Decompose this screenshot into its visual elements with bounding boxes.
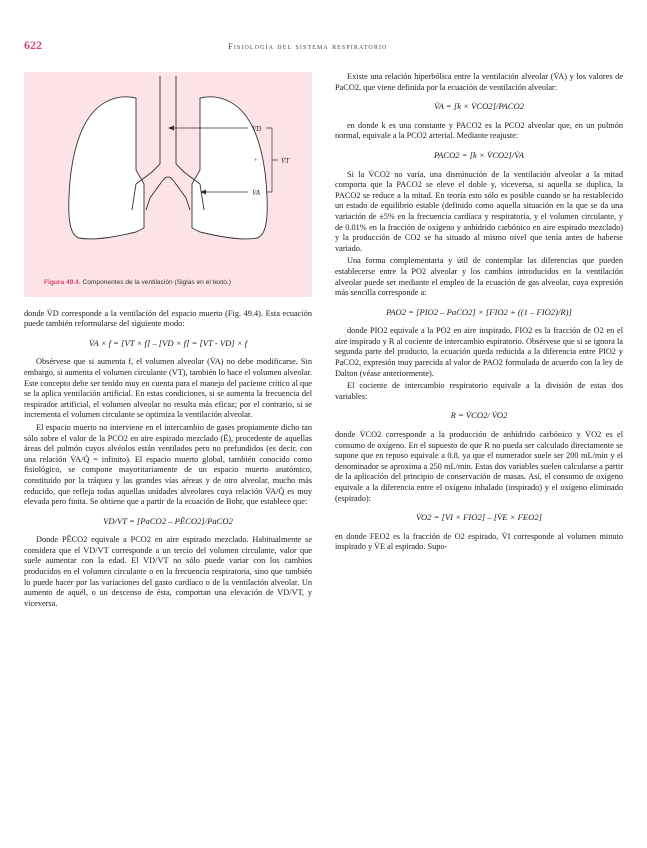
equation: V̇A = [k × V̇CO2]/PACO2 <box>434 101 524 112</box>
paragraph: donde V̇CO2 corresponde a la producción de anhídrido carbónico y V̇O2 es el consumo de oxígeno. En el supuesto de que R no pueda ser calculado directamente se supone que en reposo equivale a 0.8, ya que el numerador suele ser 200 mL/min y el denominador se aproxima a 250 mL/min. Estas dos variables suelen calcularse a partir de la aplicación del principio de conservación de masas. Así, el consumo de oxígeno equivale a la diferencia entre el oxígeno inhalado (inspirado) y el oxígeno eliminado (espirado): <box>335 430 623 503</box>
lung-ventilation-diagram <box>24 72 312 274</box>
equation: R = V̇CO2/ V̇O2 <box>450 410 508 421</box>
label-vt: V̇T <box>281 157 290 165</box>
left-body-text <box>24 309 312 610</box>
figure-caption <box>24 274 312 297</box>
paragraph: El cociente de intercambio respiratorio equivale a la división de estas dos variables: <box>335 381 623 401</box>
paragraph: El espacio muerto no interviene en el intercambio de gases propiamente dicho tan sólo sobre el valor de la PCO2 en aire espirado mezclado (Ē), procedente de aquellas áreas del pulmón cuyos alvéolos están ventilados pero no prefundidos (es decir, con una relación V̇A/Q̇ = infinito). El espacio muerto global, también conocido como fisiológico, se compone mayoritariamente de un espacio muerto anatómico, constituido por la tráquea y las grandes vías aéreas y de otro alveolar, mucho más reducido, que refleja todas aquellas unidades alveolares cuya relación V̇A/Q̇ es muy elevada pero finita. Se obtiene que a partir de la ecuación de Bohr, que establece que: <box>24 422 312 507</box>
page-number: 622 <box>24 38 42 52</box>
bracket <box>266 128 278 192</box>
equation: PACO2 = [k × V̇CO2]/V̇A <box>433 149 525 160</box>
caption-text: Componentes de la ventilación (Siglas en el texto.) <box>82 279 231 286</box>
paragraph: Una forma complementaria y útil de contemplar las diferencias que pueden establecerse entre la PO2 alveolar y los cambios introducidos en la ventilación alveolar puede ser mediante el empleo de la ecuación de gas alveolar, cuya expresión más sencilla corresponde a: <box>335 256 623 298</box>
label-plus: + <box>254 158 258 164</box>
label-vd: V̇D <box>252 125 262 133</box>
left-lung-icon <box>69 97 144 239</box>
paragraph: donde V̇D corresponde a la ventilación del espacio muerto (Fig. 49.4). Esta ecuación puede también reformularse del siguiente modo: <box>24 308 312 329</box>
figure-lung-diagram <box>24 72 312 274</box>
paragraph: Existe una relación hiperbólica entre la ventilación alveolar (V̇A) y los valores de PaCO2, que viene definida por la ecuación de ventilación alveolar: <box>335 72 623 92</box>
paragraph: Donde PĒCO2 equivale a PCO2 en aire espirado mezclado. Habitualmente se considera que el VD/VT corresponde a un tercio del volumen circulante, valor que suele aumentar con la edad. El VD/VT no sólo puede variar con los cambios producidos en el volumen circulante o en la frecuencia respiratoria, sino que también lo puede hacer por las variaciones del gasto cardíaco o de la ventilación alveolar. Un aumento de aquél, o un descenso de ésta, comportan una elevación de VD/VT, y viceversa. <box>24 535 312 608</box>
equation: VD/VT = [PaCO2 – PĒCO2]/PaCO2 <box>103 515 233 526</box>
paragraph: donde PIO2 equivale a la PO2 en aire inspirado, FIO2 es la fracción de O2 en el aire inspirado y R al cociente de intercambio espiratorio. Obsérvese que si se ignora la segunda parte del producto, la ecuación queda reducida a la diferencia entre PIO2 y PaCO2, expresión muy parecida al valor de PAO2 formulada de acuerdo con la ley de Dalton (véase anteriormente). <box>335 326 623 378</box>
paragraph: Si la V̇CO2 no varía, una disminución de la ventilación alveolar a la mitad comporta que la PACO2 se eleve el doble y, viceversa, si aquella se duplica, la PACO2 se reduce a la mitad. En teoría esto sólo es posible cuando se ha restablecido un estado de equilibrio estable (definido como aquella situación en la que se da una variación de ±5% en la frecuencia cardíaca y respiratoria, y el volumen circulante, y de 0.01% en la fracción de oxígeno y anhídrido carbónico en aire espirado mezclado) y la producción de CO2 se ha situado al mismo nivel que tenía antes de haberse variado. <box>335 169 623 253</box>
paragraph: en donde FEO2 es la fracción de O2 espirado, V̇I corresponde al volumen minuto inspirado y V̇E al espirado. Supo- <box>335 531 623 552</box>
equation: PAO2 = [PIO2 – PaCO2] × [FIO2 + ((1 – FIO2)/R)] <box>386 306 572 317</box>
label-va: V̇A <box>252 189 261 197</box>
paragraph: en donde k es una constante y PACO2 es la PCO2 alveolar que, en un pulmón normal, equivale a la PCO2 arterial. Mediante reajuste: <box>335 120 623 141</box>
right-column <box>335 72 623 555</box>
paragraph: Obsérvese que si aumenta f, el volumen alveolar (V̇A) no debe modificarse. Sin embargo, si aumenta el volumen circulante (VT), también lo hace el volumen alveolar. Este concepto debe ser tenido muy en cuenta para el manejo del paciente crítico al que se la aplica ventilación artificial. En estas condiciones, si se aumenta la frecuencia del respirador artificial, el volumen alveolar no resulta más eficaz; por el contrario, si se incrementa el volumen circulante se optimiza la ventilación alveolar. <box>24 357 312 420</box>
right-lung-icon <box>192 97 267 239</box>
running-title: Fisiología del sistema respiratorio <box>228 41 388 51</box>
left-column <box>24 72 312 611</box>
equation: V̇A × f = [VT × f] – [VD × f] = [VT - VD] × f <box>88 337 248 348</box>
caption-label: Figura 49.4. <box>44 279 81 286</box>
bronchi-inner <box>146 177 190 210</box>
equation: V̇O2 = [VI × FIO2] – [V̇E × FEO2] <box>416 512 542 523</box>
vd-arrowhead-icon <box>168 126 174 131</box>
